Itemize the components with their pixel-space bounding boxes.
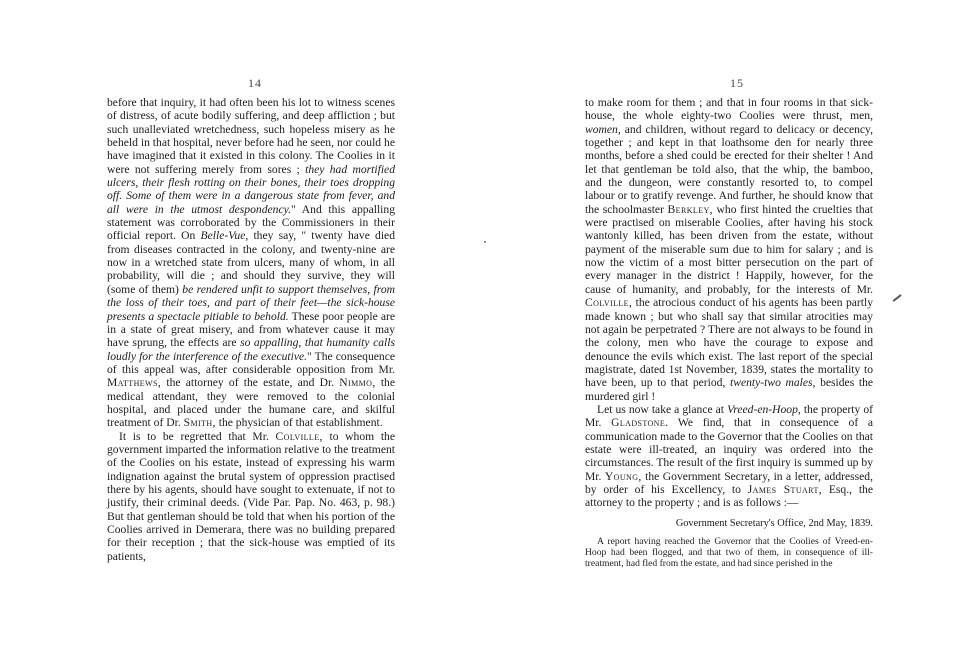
text-run: Esq., the attorney to the property ; and is as follows :— [585,482,873,510]
text-run: the medical attendant, they were removed to the colonial hospital, and placed under the humane care, and skilful treatment of Dr. [107,376,395,430]
text-run: before that inquiry, it had often been his lot to witness scenes of distress, of acute bodily suffering, and deep affliction ; but such unalleviated wretchedness, such hopeless misery as he beheld in that hospital, never before had he seen, nor could he have imagined that it existed in this colony. The Coolies in it were not suffering merely from sores ; [107,96,395,176]
text-run: they say, " twenty have died from diseases contracted in the colony, and twenty-nine are now in a wretched state from ulcers, many of whom, in all probability, will die ; and should they survive, they will (some of them) [107,229,395,296]
person-name: Smith, [183,416,216,430]
person-name: Colville, [275,429,323,443]
page-number: 15 [730,76,744,90]
text-run: Let us now take a glance at [597,402,728,416]
person-name: Colville, [585,296,633,310]
page-number: 14 [248,76,262,90]
letter-dateline: Government Secretary's Office, 2nd May, 1839. [675,517,873,529]
emphasis-text: women, [585,122,621,136]
paragraph [107,430,395,563]
person-name: Nimmo, [339,376,376,390]
text-run: the property of Mr. [585,402,873,430]
gutter-speck [484,241,486,243]
text-run: the physician of that establishment. [215,416,383,430]
text-run: the Government Secretary, in a letter, addressed, by order of his Excellency, to [585,469,873,496]
person-name: Young, [604,469,642,483]
text-column [107,96,395,563]
right-page [490,0,980,650]
person-name: Berkley, [667,202,713,216]
text-run: These poor people are in a state of great misery, and from whatever cause it may have sprung, the effects are [107,309,395,350]
quoted-italic-text: be rendered unfit to support themselves, from the loss of their toes, and part of their feet—the sick-house presents a spectacle pitiable to behold. [107,282,395,323]
quoted-italic-text: they had mortified ulcers, their flesh rotting on their bones, their toes dropping off. Some of them were in a dangerous state from fever, and all were in the utmost despondency. [107,162,395,216]
paragraph [585,403,873,510]
text-column [585,96,873,569]
text-run: to whom the government imparted the information relative to the treatment of the Coolies on his estate, instead of expressing his warm indignation against the brutal system of oppression practised there by his agents, should have sought to extenuate, if not to justify, their criminal deeds. (Vide Par. Pap. No. 463, p. 98.) But that gentleman should be told that when his portion of the Coolies arrived in Demerara, there was no building prepared for their reception ; that the sick-house was emptied of its patients, [107,429,395,563]
text-run: to make room for them ; and that in four rooms in that sick-house, the whole eighty-two Coolies were thrust, men, [585,96,873,123]
emphasis-text: twenty-two males, [729,376,816,390]
text-run: It is to be regretted that Mr. [119,429,276,443]
person-name: Matthews, [107,376,162,390]
text-run: who first hinted the cruelties that were practised on miserable Coolies, after having his stock wantonly killed, has been driven from the estate, without payment of the miserable sum due to him for salary ; and is now the victim of a most bitter persecution on the part of every manager in the district ! Happily, however, for the cause of humanity, and probably, for the interests of Mr. [585,202,873,296]
text-run: and children, without regard to delicacy or decency, together ; and kept in that loathsome den for nearly three months, before a shed could be erected for their shelter ! And let that gentleman be told also, that the whip, the bamboo, and the dungeon, were constantly resorted to, to compel labour or to gratify revenge. And further, he should know that the schoolmaster [585,122,873,216]
person-name: Gladstone. [611,416,669,430]
estate-name: Belle-Vue, [200,229,249,243]
quoted-italic-text: so appalling, that humanity calls loudly for the interference of the executive. [107,336,395,363]
text-run: " And this appalling statement was corroborated by the Commissioners in their official report. On [107,202,395,243]
text-run: We find, that in consequence of a communication made to the Governor that the Coolies on that estate were ill-treated, an inquiry was ordered into the circumstances. The result of the first inquiry is summed up by Mr. [585,416,874,483]
text-run: " The consequence of this appeal was, after considerable opposition from Mr. [107,349,395,376]
text-run: the attorney of the estate, and Dr. [161,376,340,390]
paragraph [107,96,395,430]
text-run: besides the murdered girl ! [585,376,874,403]
letter-excerpt: A report having reached the Governor that the Coolies of Vreed-en-Hoop had been flogged, and that two of them, in consequence of ill-treatment, had fled from the estate, and had since perished in the [585,535,873,569]
estate-name: Vreed-en-Hoop, [727,402,801,416]
person-name: James Stuart, [747,482,823,496]
text-run: the atrocious conduct of his agents has been partly made known ; but who shall say that similar atrocities may not again be perpetrated ? There are not always to be found in the colony, men who have the courage to expose and denounce the evils which exist. The last report of the special magistrate, dated 1st November, 1839, states the mortality to have been, up to that period, [585,296,873,390]
paragraph [585,96,873,403]
